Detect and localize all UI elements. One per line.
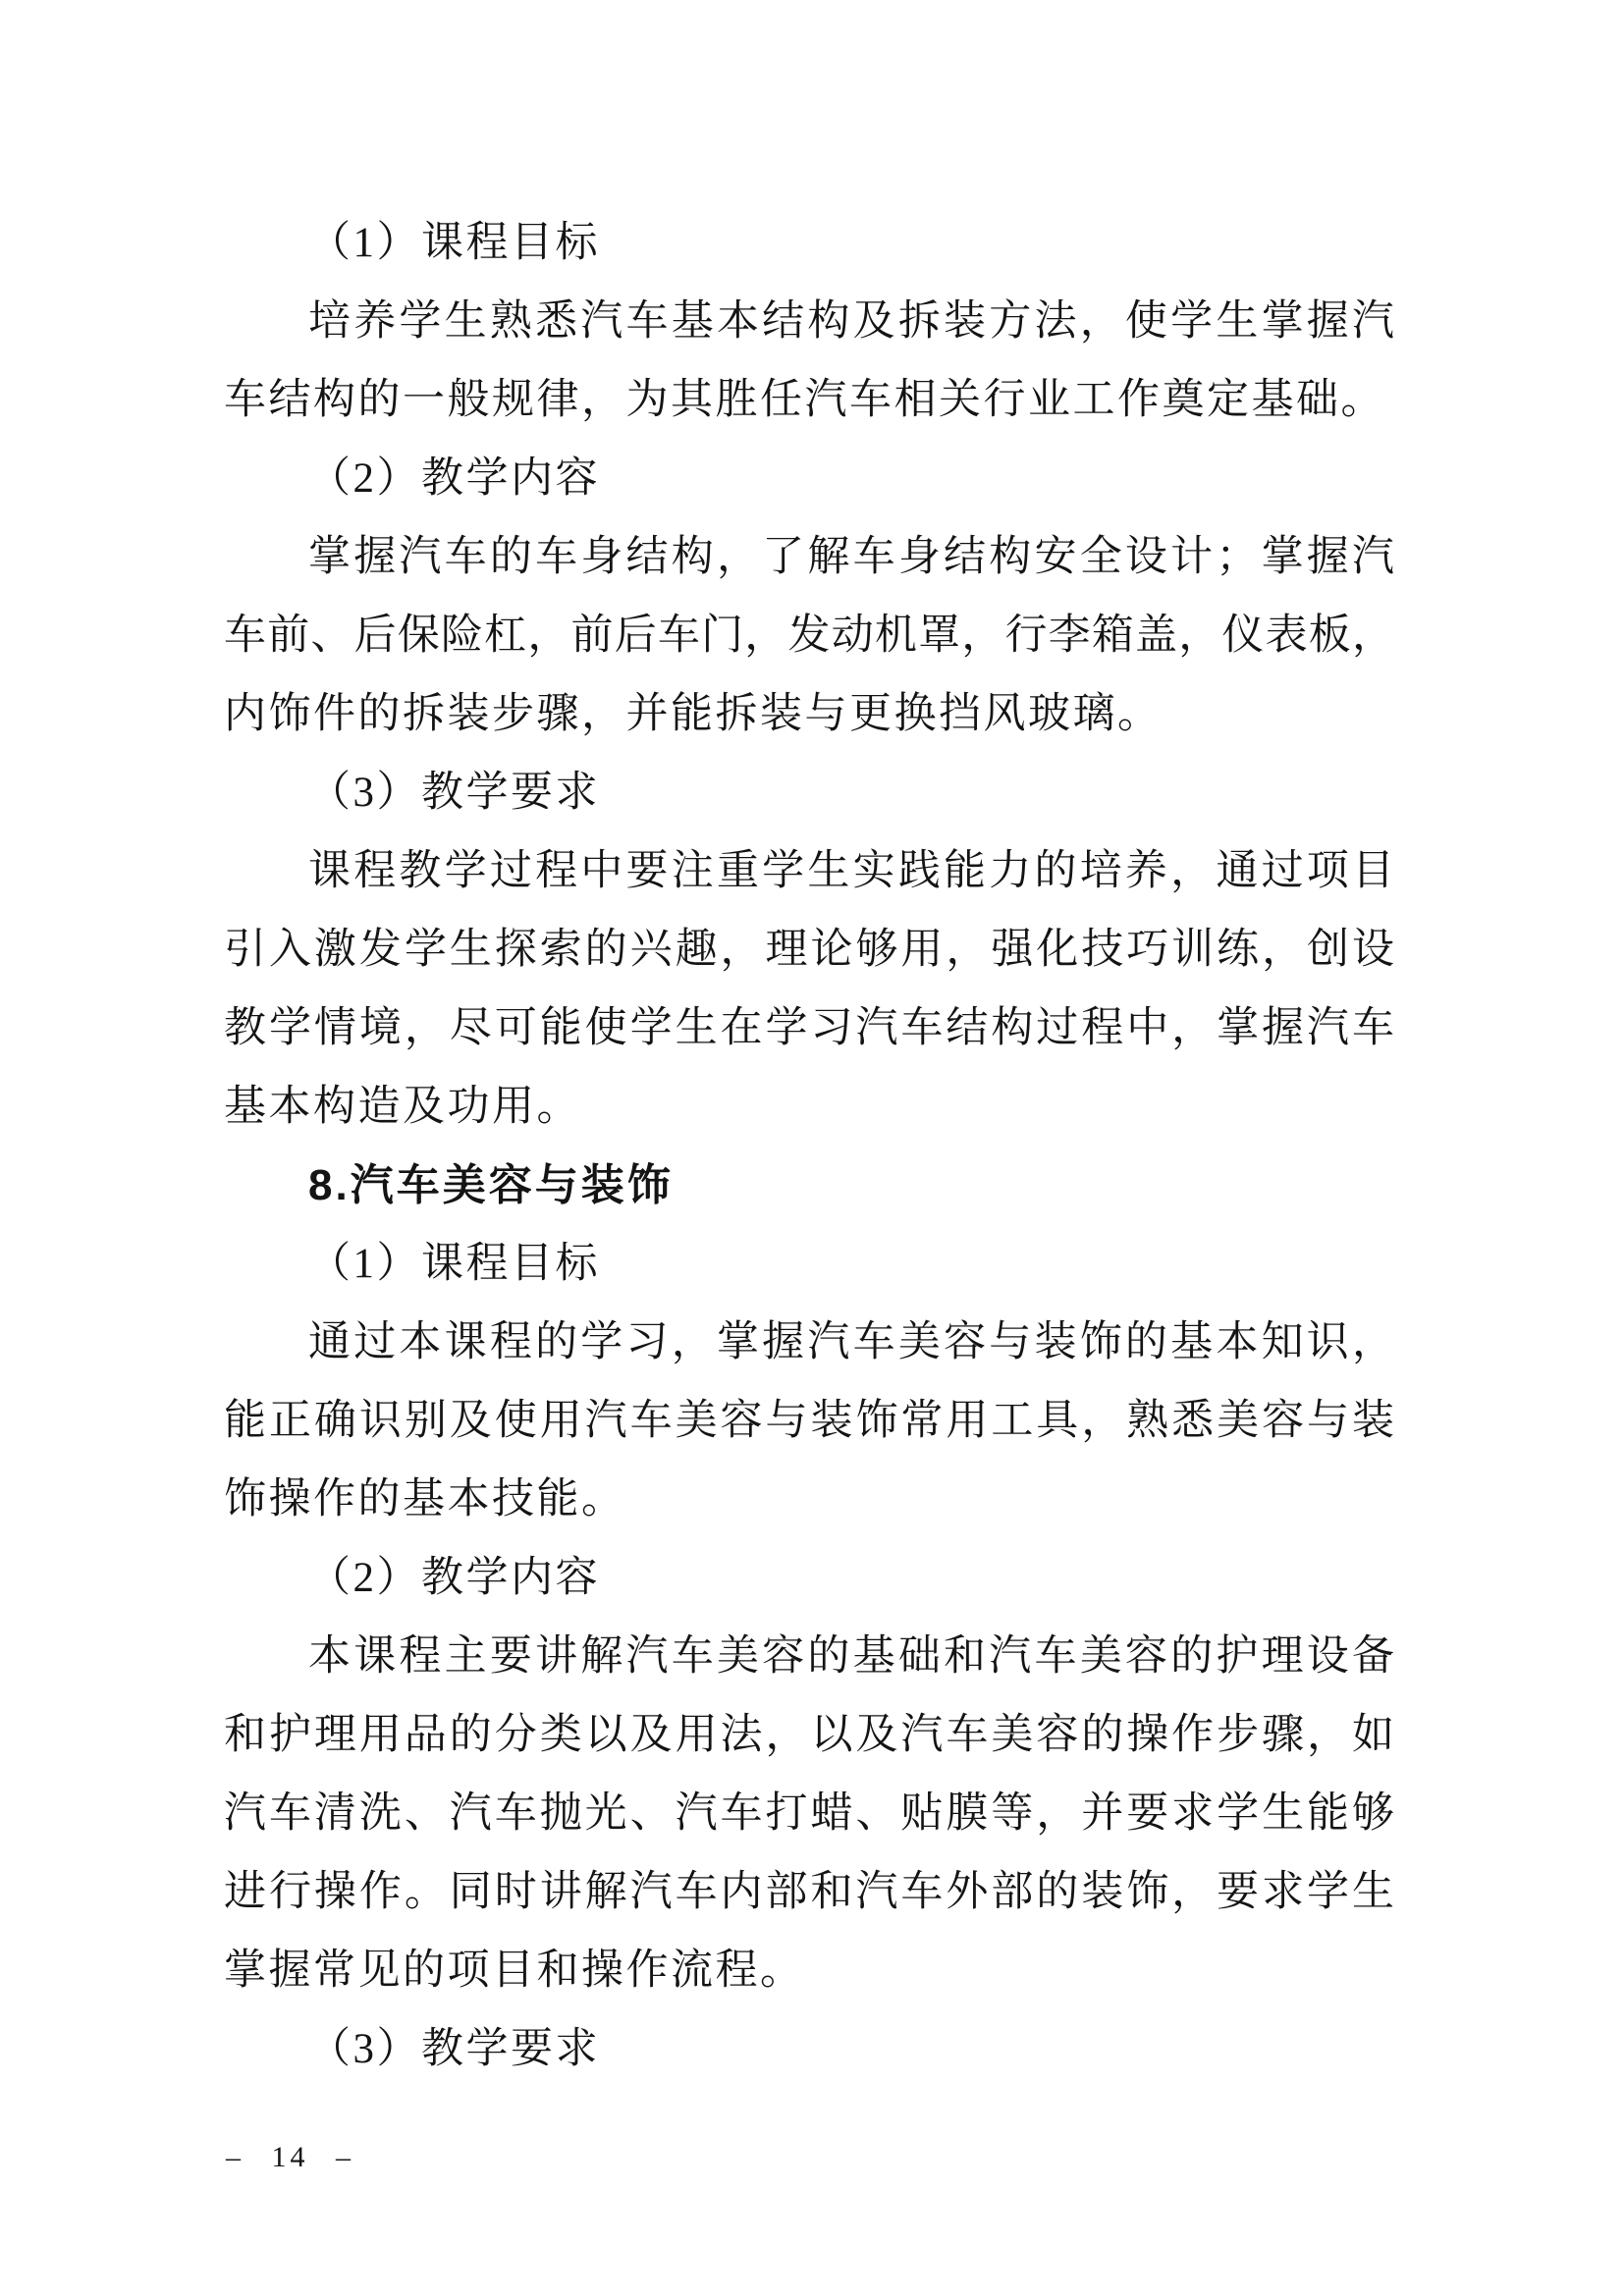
- doc-line: 车前、后保险杠，前后车门，发动机罩，行李箱盖，仪表板，: [224, 613, 1394, 659]
- section-heading-car-beauty: 8.汽车美容与装饰: [308, 1161, 674, 1209]
- doc-line: 进行操作。同时讲解汽车内部和汽车外部的装饰，要求学生: [224, 1869, 1394, 1915]
- doc-line: 内饰件的拆装步骤，并能拆装与更换挡风玻璃。: [224, 691, 1163, 737]
- doc-line: 本课程主要讲解汽车美容的基础和汽车美容的护理设备: [308, 1633, 1394, 1680]
- subheading-teaching-require: （3）教学要求: [308, 770, 600, 816]
- page-number: – 14 –: [226, 2141, 354, 2173]
- document-body: [224, 204, 1394, 2089]
- subheading-teaching-require: （3）教学要求: [308, 2026, 600, 2072]
- doc-line: 和护理用品的分类以及用法，以及汽车美容的操作步骤，如: [224, 1712, 1394, 1758]
- doc-line: 课程教学过程中要注重学生实践能力的培养，通过项目: [308, 848, 1394, 894]
- doc-line: 饰操作的基本技能。: [224, 1476, 626, 1522]
- doc-line: 车结构的一般规律，为其胜任汽车相关行业工作奠定基础。: [224, 377, 1385, 423]
- doc-line: 掌握常见的项目和操作流程。: [224, 1948, 805, 1994]
- doc-line: 培养学生熟悉汽车基本结构及拆装方法，使学生掌握汽: [308, 298, 1394, 345]
- doc-line: 汽车清洗、汽车抛光、汽车打蜡、贴膜等，并要求学生能够: [224, 1790, 1394, 1837]
- doc-line: 通过本课程的学习，掌握汽车美容与装饰的基本知识，: [308, 1319, 1394, 1365]
- subheading-teaching-content: （2）教学内容: [308, 1555, 600, 1601]
- doc-line: 教学情境，尽可能使学生在学习汽车结构过程中，掌握汽车: [224, 1005, 1394, 1051]
- doc-line: 基本构造及功用。: [224, 1084, 581, 1130]
- subheading-course-objective: （1）课程目标: [308, 1241, 600, 1287]
- doc-line: 引入激发学生探索的兴趣，理论够用，强化技巧训练，创设: [224, 927, 1394, 973]
- subheading-teaching-content: （2）教学内容: [308, 455, 600, 502]
- doc-line: 能正确识别及使用汽车美容与装饰常用工具，熟悉美容与装: [224, 1398, 1394, 1444]
- doc-line: 掌握汽车的车身结构，了解车身结构安全设计；掌握汽: [308, 534, 1394, 580]
- subheading-course-objective: （1）课程目标: [308, 220, 600, 266]
